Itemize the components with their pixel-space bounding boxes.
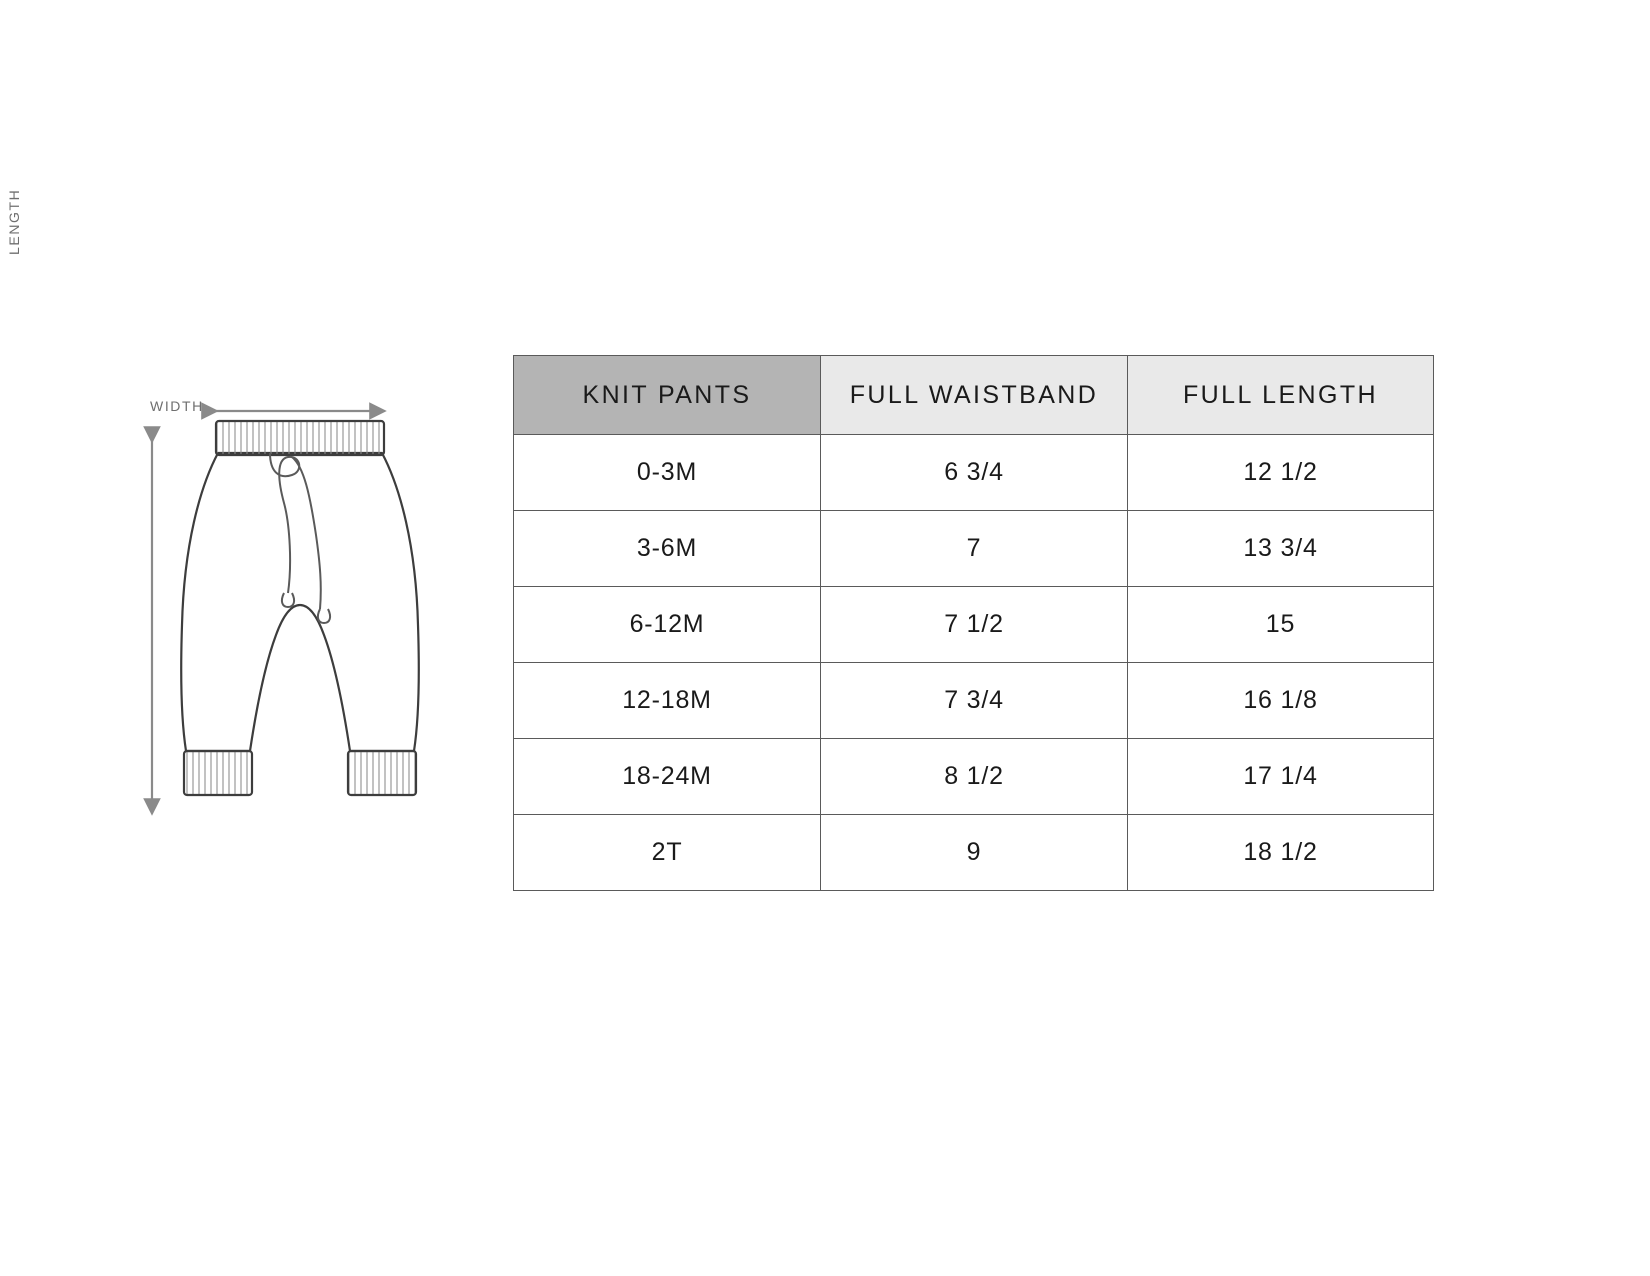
table-header-full-length: FULL LENGTH <box>1128 356 1434 435</box>
cell-length: 15 <box>1128 587 1434 663</box>
knit-pants-drawing <box>120 395 480 835</box>
garment-illustration <box>120 395 480 835</box>
cell-waistband: 7 3/4 <box>821 663 1128 739</box>
cell-size: 12-18M <box>514 663 821 739</box>
table-row <box>514 511 1434 587</box>
cell-waistband: 8 1/2 <box>821 739 1128 815</box>
width-measure-label: WIDTH <box>150 398 204 414</box>
table-header-row <box>514 356 1434 435</box>
table-row <box>514 663 1434 739</box>
cell-length: 18 1/2 <box>1128 815 1434 891</box>
length-measure-label: LENGTH <box>6 188 22 255</box>
cell-size: 0-3M <box>514 435 821 511</box>
cell-length: 12 1/2 <box>1128 435 1434 511</box>
cell-waistband: 7 <box>821 511 1128 587</box>
cell-length: 13 3/4 <box>1128 511 1434 587</box>
table-row <box>514 815 1434 891</box>
table-row <box>514 435 1434 511</box>
table-header-full-waistband: FULL WAISTBAND <box>821 356 1128 435</box>
cell-length: 16 1/8 <box>1128 663 1434 739</box>
table-header-knit-pants: KNIT PANTS <box>514 356 821 435</box>
table-row <box>514 739 1434 815</box>
cell-waistband: 9 <box>821 815 1128 891</box>
cell-size: 3-6M <box>514 511 821 587</box>
cell-size: 2T <box>514 815 821 891</box>
table-row <box>514 587 1434 663</box>
cell-size: 18-24M <box>514 739 821 815</box>
cell-length: 17 1/4 <box>1128 739 1434 815</box>
cell-waistband: 7 1/2 <box>821 587 1128 663</box>
size-chart-table <box>513 355 1434 891</box>
cell-waistband: 6 3/4 <box>821 435 1128 511</box>
cell-size: 6-12M <box>514 587 821 663</box>
